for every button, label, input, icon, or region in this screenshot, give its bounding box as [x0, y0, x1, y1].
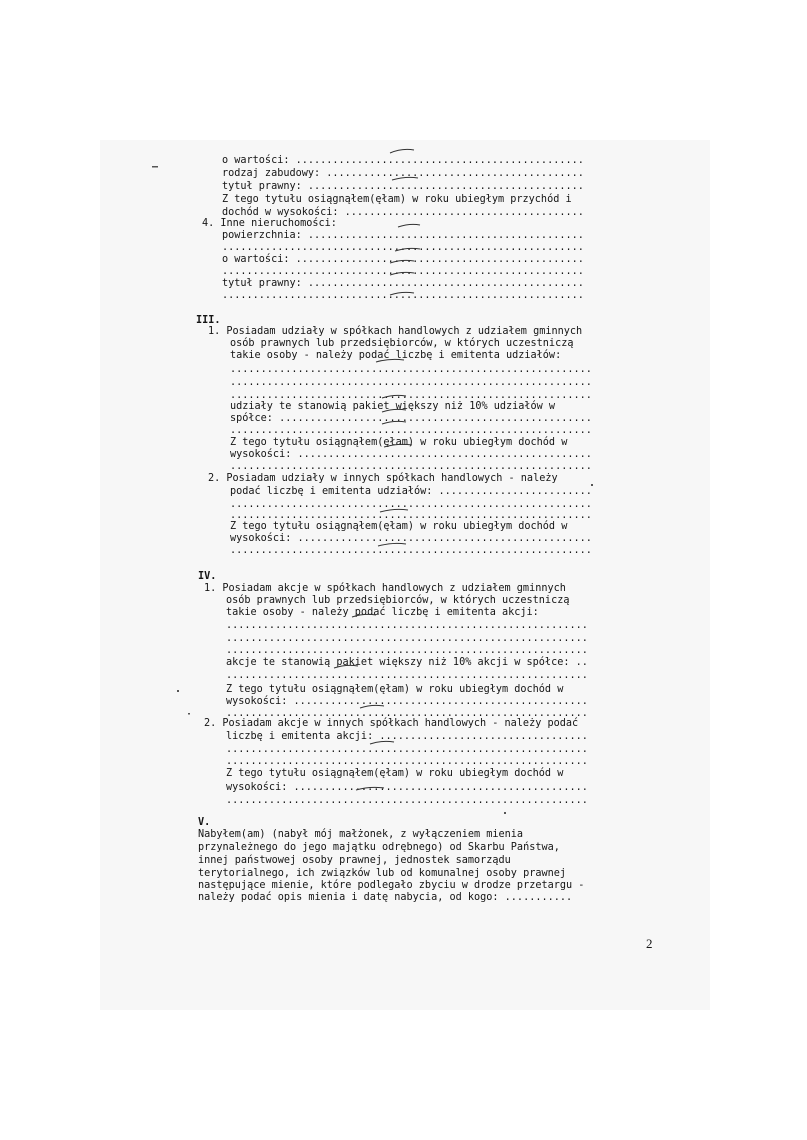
pen-stroke	[392, 177, 418, 180]
dotted-line: ...........................................................	[226, 670, 588, 681]
iv-1-text-3: takie osoby - należy podać liczbę i emitenta akcji:	[226, 607, 539, 618]
scan-speck	[188, 713, 190, 715]
v-text-4: terytorialnego, ich związków lub od komunalnej osoby prawnej	[198, 868, 567, 879]
dotted-line: ...........................................................	[230, 499, 592, 510]
iv-2-dochod: Z tego tytułu osiągnąłem(ęłam) w roku ubiegłym dochód w	[226, 768, 564, 779]
pen-stroke	[334, 665, 358, 668]
dotted-line: ...........................................................	[230, 510, 592, 521]
iii-2-text: 2. Posiadam udziały w innych spółkach handlowych - należy	[208, 473, 558, 484]
dotted-line: ...........................................................	[226, 620, 588, 631]
iii-1-text: 1. Posiadam udziały w spółkach handlowych z udziałem gminnych	[208, 326, 583, 337]
iii-1-spolce: spółce: ...................................................	[230, 413, 592, 424]
line-tytul-prawny: tytuł prawny: .............................................	[222, 181, 584, 192]
line-wartosc-2: o wartości: ...............................................	[222, 254, 584, 265]
pen-stroke	[376, 359, 404, 362]
pen-stroke	[380, 509, 408, 512]
scan-speck	[591, 484, 593, 486]
pen-stroke	[390, 292, 414, 295]
dotted-line: ...........................................................	[226, 756, 588, 767]
pen-stroke	[390, 149, 414, 153]
pen-stroke	[384, 444, 412, 447]
dotted-line: ...........................................................	[230, 461, 592, 472]
dotted-line: ...........................................................	[226, 744, 588, 755]
iv-1-wysokosc: wysokości: ................................................	[226, 696, 588, 707]
iii-1-pakiet: udziały te stanowią pakiet większy niż 10% udziałów w	[230, 401, 556, 412]
pen-stroke	[382, 395, 406, 398]
iii-2-text-2: podać liczbę i emitenta udziałów: .........................	[230, 486, 592, 497]
dotted-line: ...........................................................	[226, 633, 588, 644]
iii-2-dochod: Z tego tytułu osiągnąłem(ęłam) w roku ubiegłym dochód w	[230, 521, 568, 532]
dotted-line: ...........................................................	[230, 377, 592, 388]
pen-stroke	[390, 260, 414, 263]
pen-stroke	[360, 705, 384, 708]
v-text-5: następujące mienie, które podlegało zbyciu w drodze przetargu -	[198, 880, 585, 891]
pen-stroke	[356, 787, 384, 790]
v-text-3: innej państwowej osoby prawnej, jednostek samorządu	[198, 855, 511, 866]
dotted-line: ...........................................................	[230, 545, 592, 556]
pen-stroke	[378, 543, 406, 546]
dotted-line: ...........................................................	[230, 390, 592, 401]
dotted-line: ...........................................................	[230, 425, 592, 436]
section-v-heading: V.	[198, 817, 211, 828]
iv-1-pakiet: akcje te stanowią pakiet większy niż 10% akcji w spółce: ..	[226, 657, 588, 668]
line-dochod: dochód w wysokości: .......................................	[222, 207, 584, 218]
dotted-line: ...........................................................	[226, 645, 588, 656]
pen-stroke	[382, 421, 406, 424]
dotted-line: ...........................................................	[226, 708, 588, 719]
iii-1-dochod: Z tego tytułu osiągnąłem(ęłam) w roku ubiegłym dochód w	[230, 437, 568, 448]
line-powierzchnia: powierzchnia: .............................................	[222, 230, 584, 241]
dotted-line: ...........................................................	[222, 290, 584, 301]
v-text-1: Nabyłem(am) (nabył mój małżonek, z wyłączeniem mienia	[198, 829, 524, 840]
iii-1-text-2: osób prawnych lub przedsiębiorców, w których uczestniczą	[230, 338, 574, 349]
section-iii-heading: III.	[196, 315, 221, 326]
v-text-6: należy podać opis mienia i datę nabycia, od kogo: ...........	[198, 892, 573, 903]
pen-stroke	[398, 224, 420, 227]
page-number: 2	[646, 936, 653, 951]
pen-stroke	[370, 741, 394, 744]
iii-2-wysokosc: wysokości: ................................................	[230, 533, 592, 544]
dotted-line: ...........................................................	[230, 364, 592, 375]
dotted-line: ...........................................................	[222, 266, 584, 277]
pen-stroke	[390, 272, 414, 275]
pen-stroke	[395, 248, 420, 251]
scan-speck	[177, 690, 179, 692]
line-tytul-prawny-2: tytuł prawny: .............................................	[222, 278, 584, 289]
dotted-line: ...........................................................	[226, 795, 588, 806]
iv-1-text-2: osób prawnych lub przedsiębiorców, w których uczestniczą	[226, 595, 570, 606]
section-iv-heading: IV.	[198, 571, 217, 582]
scan-speck	[152, 166, 158, 168]
line-z-tego-tytulu: Z tego tytułu osiągnąłem(ęłam) w roku ubiegłym przychód i	[222, 194, 572, 205]
iii-1-wysokosc: wysokości: ................................................	[230, 449, 592, 460]
dotted-line: ...........................................................	[222, 242, 584, 253]
pen-stroke	[382, 409, 406, 412]
iv-2-text: 2. Posiadam akcje w innych spółkach handlowych - należy podać	[204, 718, 579, 729]
line-rodzaj-zabudowy: rodzaj zabudowy: ..........................................	[222, 168, 584, 179]
v-text-2: przynależnego do jego majątku odrębnego) od Skarbu Państwa,	[198, 842, 560, 853]
iv-1-dochod: Z tego tytułu osiągnąłem(ęłam) w roku ubiegłym dochód w	[226, 684, 564, 695]
item-4-heading: 4. Inne nieruchomości:	[202, 218, 337, 229]
iv-2-text-2: liczbę i emitenta akcji: ..................................	[226, 731, 588, 742]
iv-1-text: 1. Posiadam akcje w spółkach handlowych z udziałem gminnych	[204, 583, 566, 594]
scan-speck	[504, 812, 506, 814]
iii-1-text-3: takie osoby - należy podać liczbę i emitenta udziałów:	[230, 350, 562, 361]
iv-2-wysokosc: wysokości: ................................................	[226, 782, 588, 793]
line-wartosc: o wartości: ...............................................	[222, 155, 584, 166]
pen-stroke	[352, 614, 376, 617]
